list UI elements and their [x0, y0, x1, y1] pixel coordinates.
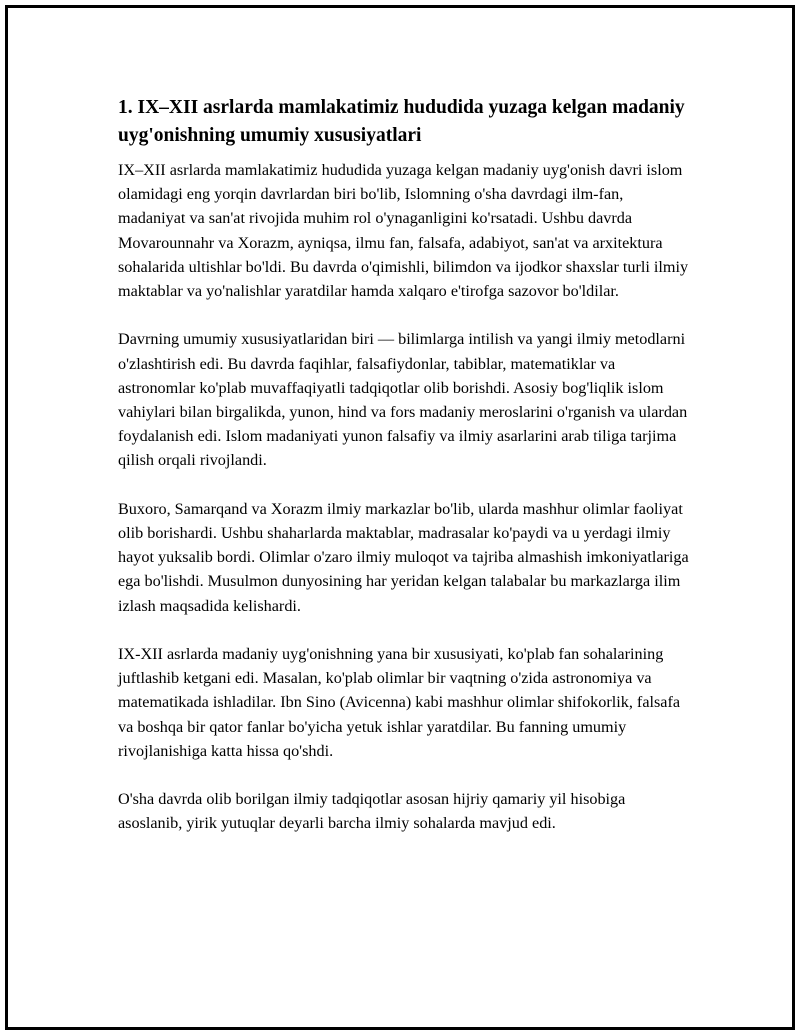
section-heading: 1. IX–XII asrlarda mamlakatimiz hududida yuzaga kelgan madaniy uyg'onishning umumiy xususiyatlari — [118, 97, 685, 146]
document-body — [118, 94, 690, 860]
paragraph-4: IX-XII asrlarda madaniy uyg'onishning yana bir xususiyati, ko'plab fan sohalarining juftlashib ketgani edi. Masalan, ko'plab olimlar bir vaqtning o'zida astronomiya va matematikada ishladilar. Ibn Sino (Avicenna) kabi mashhur olimlar shifokorlik, falsafa va boshqa bir qator fanlar bo'yicha yetuk ishlar yaratdilar. Bu fanning umumiy rivojlanishiga katta hissa qo'shdi. — [118, 645, 681, 760]
paragraph-2: Davrning umumiy xususiyatlaridan biri — bilimlarga intilish va yangi ilmiy metodlarni o'zlashtirish edi. Bu davrda faqihlar, falsafiydonlar, tabiblar, matematiklar va astronomlar ko'plab muvaffaqiyatli tadqiqotlar olib borishdi. Asosiy bog'liqlik islom vahiylari bilan birgalikda, yunon, hind va fors madaniy meroslarini o'rganish va ulardan foydalanish edi. Islom madaniyati yunon falsafiy va ilmiy asarlarini arab tiliga tarjima qilish orqali rivojlandi. — [118, 330, 688, 470]
paragraph-1: IX–XII asrlarda mamlakatimiz hududida yuzaga kelgan madaniy uyg'onish davri islom olamidagi eng yorqin davrlardan biri bo'lib, Islomning o'sha davrdagi ilm-fan, madaniyat va san'at rivojida muhim rol o'ynaganligini ko'rsatadi. Ushbu davrda Movarounnahr va Xorazm, ayniqsa, ilmu fan, falsafa, adabiyot, san'at va arxitektura sohalarida ultishlar bo'ldi. Bu davrda o'qimishli, bilimdon va ijodkor shaxslar turli ilmiy maktablar va yo'nalishlar yaratdilar hamda xalqaro e'tirofga sazovor bo'ldilar. — [118, 161, 689, 301]
paragraph-3: Buxoro, Samarqand va Xorazm ilmiy markazlar bo'lib, ularda mashhur olimlar faoliyat olib borishardi. Ushbu shaharlarda maktablar, madrasalar ko'paydi va u yerdagi ilmiy hayot yuksalib bordi. Olimlar o'zaro ilmiy muloqot va tajriba almashish imkoniyatlariga ega bo'lishdi. Musulmon dunyosining har yeridan kelgan talabalar bu markazlarga ilim izlash maqsadida kelishardi. — [118, 499, 689, 615]
paragraph-5: O'sha davrda olib borilgan ilmiy tadqiqotlar asosan hijriy qamariy yil hisobiga asoslanib, yirik yutuqlar deyarli barcha ilmiy sohalarda mavjud edi. — [118, 790, 626, 833]
